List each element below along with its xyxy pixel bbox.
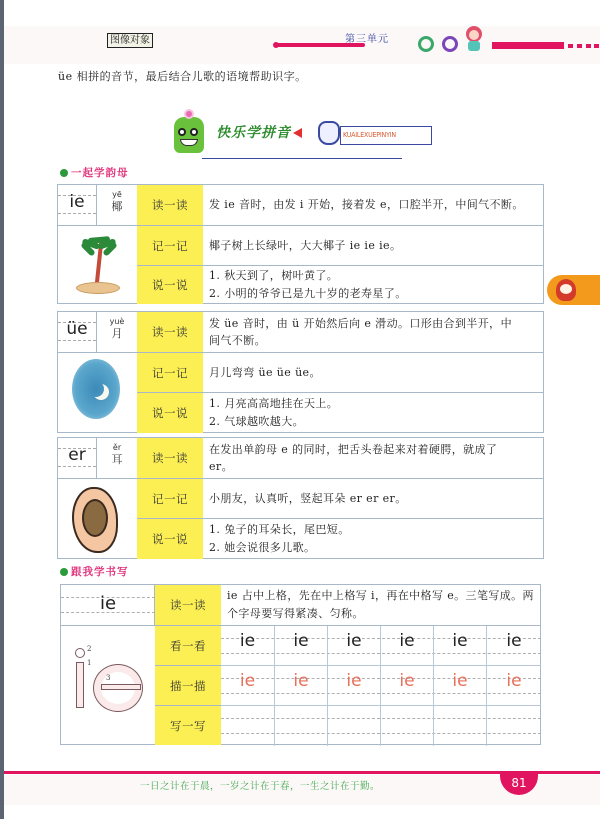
side-chapter-tab[interactable]: [547, 275, 600, 305]
table-row: [137, 265, 543, 304]
section-title: 一起学韵母: [71, 167, 129, 179]
final-letter: ie: [69, 192, 85, 212]
row-label: 说一说: [137, 393, 203, 433]
pinyin-cell: [97, 312, 137, 352]
writing-letter: ie: [99, 593, 117, 614]
page-number: 81: [500, 771, 538, 795]
row-content: 椰子树上长绿叶，大大椰子 ie ie ie。: [209, 238, 402, 252]
grid-column: ie ie: [274, 626, 327, 746]
row-content: 1. 秋天到了，树叶黄了。 2. 小明的爷爷已是九十岁的老寿星了。: [209, 269, 407, 300]
letter-cell: [58, 185, 97, 225]
row-label: 读一读: [137, 312, 203, 352]
write-cell[interactable]: [275, 711, 327, 731]
unit-title: 第三单元: [345, 34, 389, 45]
header-dash: [568, 44, 573, 48]
row-label: 看一看: [155, 625, 221, 665]
i-stroke-icon: [76, 662, 84, 708]
dot-stroke-icon: [75, 648, 85, 658]
banner-underline: [202, 158, 402, 159]
hanzi: 月: [111, 327, 123, 340]
ie-stroke-order-diagram: 2 1 3: [75, 648, 147, 728]
row-label: 读一读: [137, 438, 203, 478]
section-learn-finals: [60, 165, 129, 180]
row-content: 1. 月亮高高地挂在天上。 2. 气球越吹越大。: [209, 397, 339, 428]
final-table-ue: [57, 311, 544, 433]
row-label: 说一说: [137, 519, 203, 559]
grid-column: ie ie: [380, 626, 433, 746]
pinyin: yē: [112, 190, 122, 199]
stroke-diagram-cell: [61, 625, 155, 745]
write-cell[interactable]: [328, 711, 380, 731]
purple-ring-icon: [442, 36, 458, 52]
writing-letter-cell: [61, 585, 155, 625]
table-row: [58, 185, 543, 225]
ear-icon: [72, 487, 118, 553]
row-content: 小朋友，认真听，竖起耳朵 er er er。: [209, 491, 407, 505]
coconut-palm-icon: [76, 234, 120, 296]
final-table-er: [57, 437, 544, 559]
grid-column: ie ie: [327, 626, 380, 746]
row-content: 月儿弯弯 üe üe üe。: [209, 365, 321, 379]
header-dash: [594, 44, 599, 48]
image-object-label[interactable]: 图像对象: [107, 33, 153, 48]
footer-quote: 一日之计在于晨，一岁之计在于春，一生之计在于勤。: [140, 781, 381, 792]
row-label: 描一描: [155, 665, 221, 705]
row-label: 说一说: [137, 266, 203, 304]
pinyin: ěr: [112, 443, 122, 452]
letter-cell: [58, 312, 97, 352]
header-dash: [586, 44, 591, 48]
write-cell[interactable]: [434, 711, 486, 731]
hanzi: 耳: [111, 453, 123, 466]
row-content: 1. 兔子的耳朵长，尾巴短。 2. 她会说很多儿歌。: [209, 523, 350, 554]
practice-grid: [221, 625, 541, 745]
table-row: [137, 352, 543, 392]
red-arrow-icon: [293, 128, 302, 138]
table-row: [137, 518, 543, 559]
row-content: 发 ie 音时，由发 i 开始，接着发 e，口腔半开，中间气不断。: [209, 198, 524, 211]
letter-cell: [58, 438, 97, 478]
grid-column: ie ie: [486, 626, 541, 746]
section-title: 跟我学书写: [71, 566, 129, 578]
final-table-ie: [57, 184, 544, 304]
green-monster-icon: [174, 117, 204, 153]
row-label: 写一写: [155, 705, 221, 745]
green-bullet-icon: [60, 568, 68, 576]
intro-text: üe 相拼的音节，最后结合儿歌的语境帮助识字。: [58, 70, 307, 83]
banner-subtitle: KUAILEXUEPINYIN: [340, 126, 432, 145]
page-left-edge: [0, 0, 4, 819]
header-dash: [577, 44, 582, 48]
green-bullet-icon: [60, 169, 68, 177]
moon-icon: [72, 359, 120, 419]
table-row: [137, 478, 543, 518]
row-label: 记一记: [137, 226, 203, 265]
pointing-hand-icon: [318, 121, 340, 145]
section-learn-writing: [60, 564, 129, 579]
pinyin-banner: [168, 111, 432, 159]
final-letter: er: [68, 445, 86, 465]
write-cell[interactable]: [381, 711, 433, 731]
image-cell: [58, 225, 137, 304]
grid-column: ie ie: [433, 626, 486, 746]
table-row: [58, 312, 543, 352]
write-cell[interactable]: [221, 711, 274, 731]
row-label: 记一记: [137, 353, 203, 392]
image-cell: [58, 352, 137, 433]
pinyin: yuè: [109, 317, 125, 326]
table-row: [137, 392, 543, 433]
row-label: 记一记: [137, 479, 203, 518]
table-row: [137, 225, 543, 265]
banner-title: 快乐学拼音: [216, 125, 291, 141]
green-ring-icon: [418, 36, 434, 52]
writing-table: [60, 584, 541, 745]
row-content: 发 üe 音时，由 ü 开始然后向 e 滑动。口形由合到半开，中 间气不断。: [209, 317, 512, 347]
fox-mascot-icon: [556, 279, 576, 301]
final-letter: üe: [66, 319, 88, 339]
header-right-bar: [492, 42, 564, 49]
table-row: [58, 438, 543, 478]
pinyin-cell: [97, 438, 137, 478]
write-cell[interactable]: [487, 711, 541, 731]
row-label: 读一读: [155, 585, 221, 625]
image-cell: [58, 478, 137, 559]
row-label: 读一读: [137, 185, 203, 225]
girl-mascot-icon: [462, 26, 486, 54]
row-content: 在发出单韵母 e 的同时，把舌头卷起来对着硬腭，就成了 er。: [209, 443, 498, 473]
hanzi: 椰: [111, 200, 123, 213]
grid-column: ie ie: [221, 626, 274, 746]
pinyin-cell: [97, 185, 137, 225]
row-content: ie 占中上格，先在中上格写 i，再在中格写 e。三笔写成。两 个字母要写得紧凑、匀称。: [227, 589, 534, 620]
